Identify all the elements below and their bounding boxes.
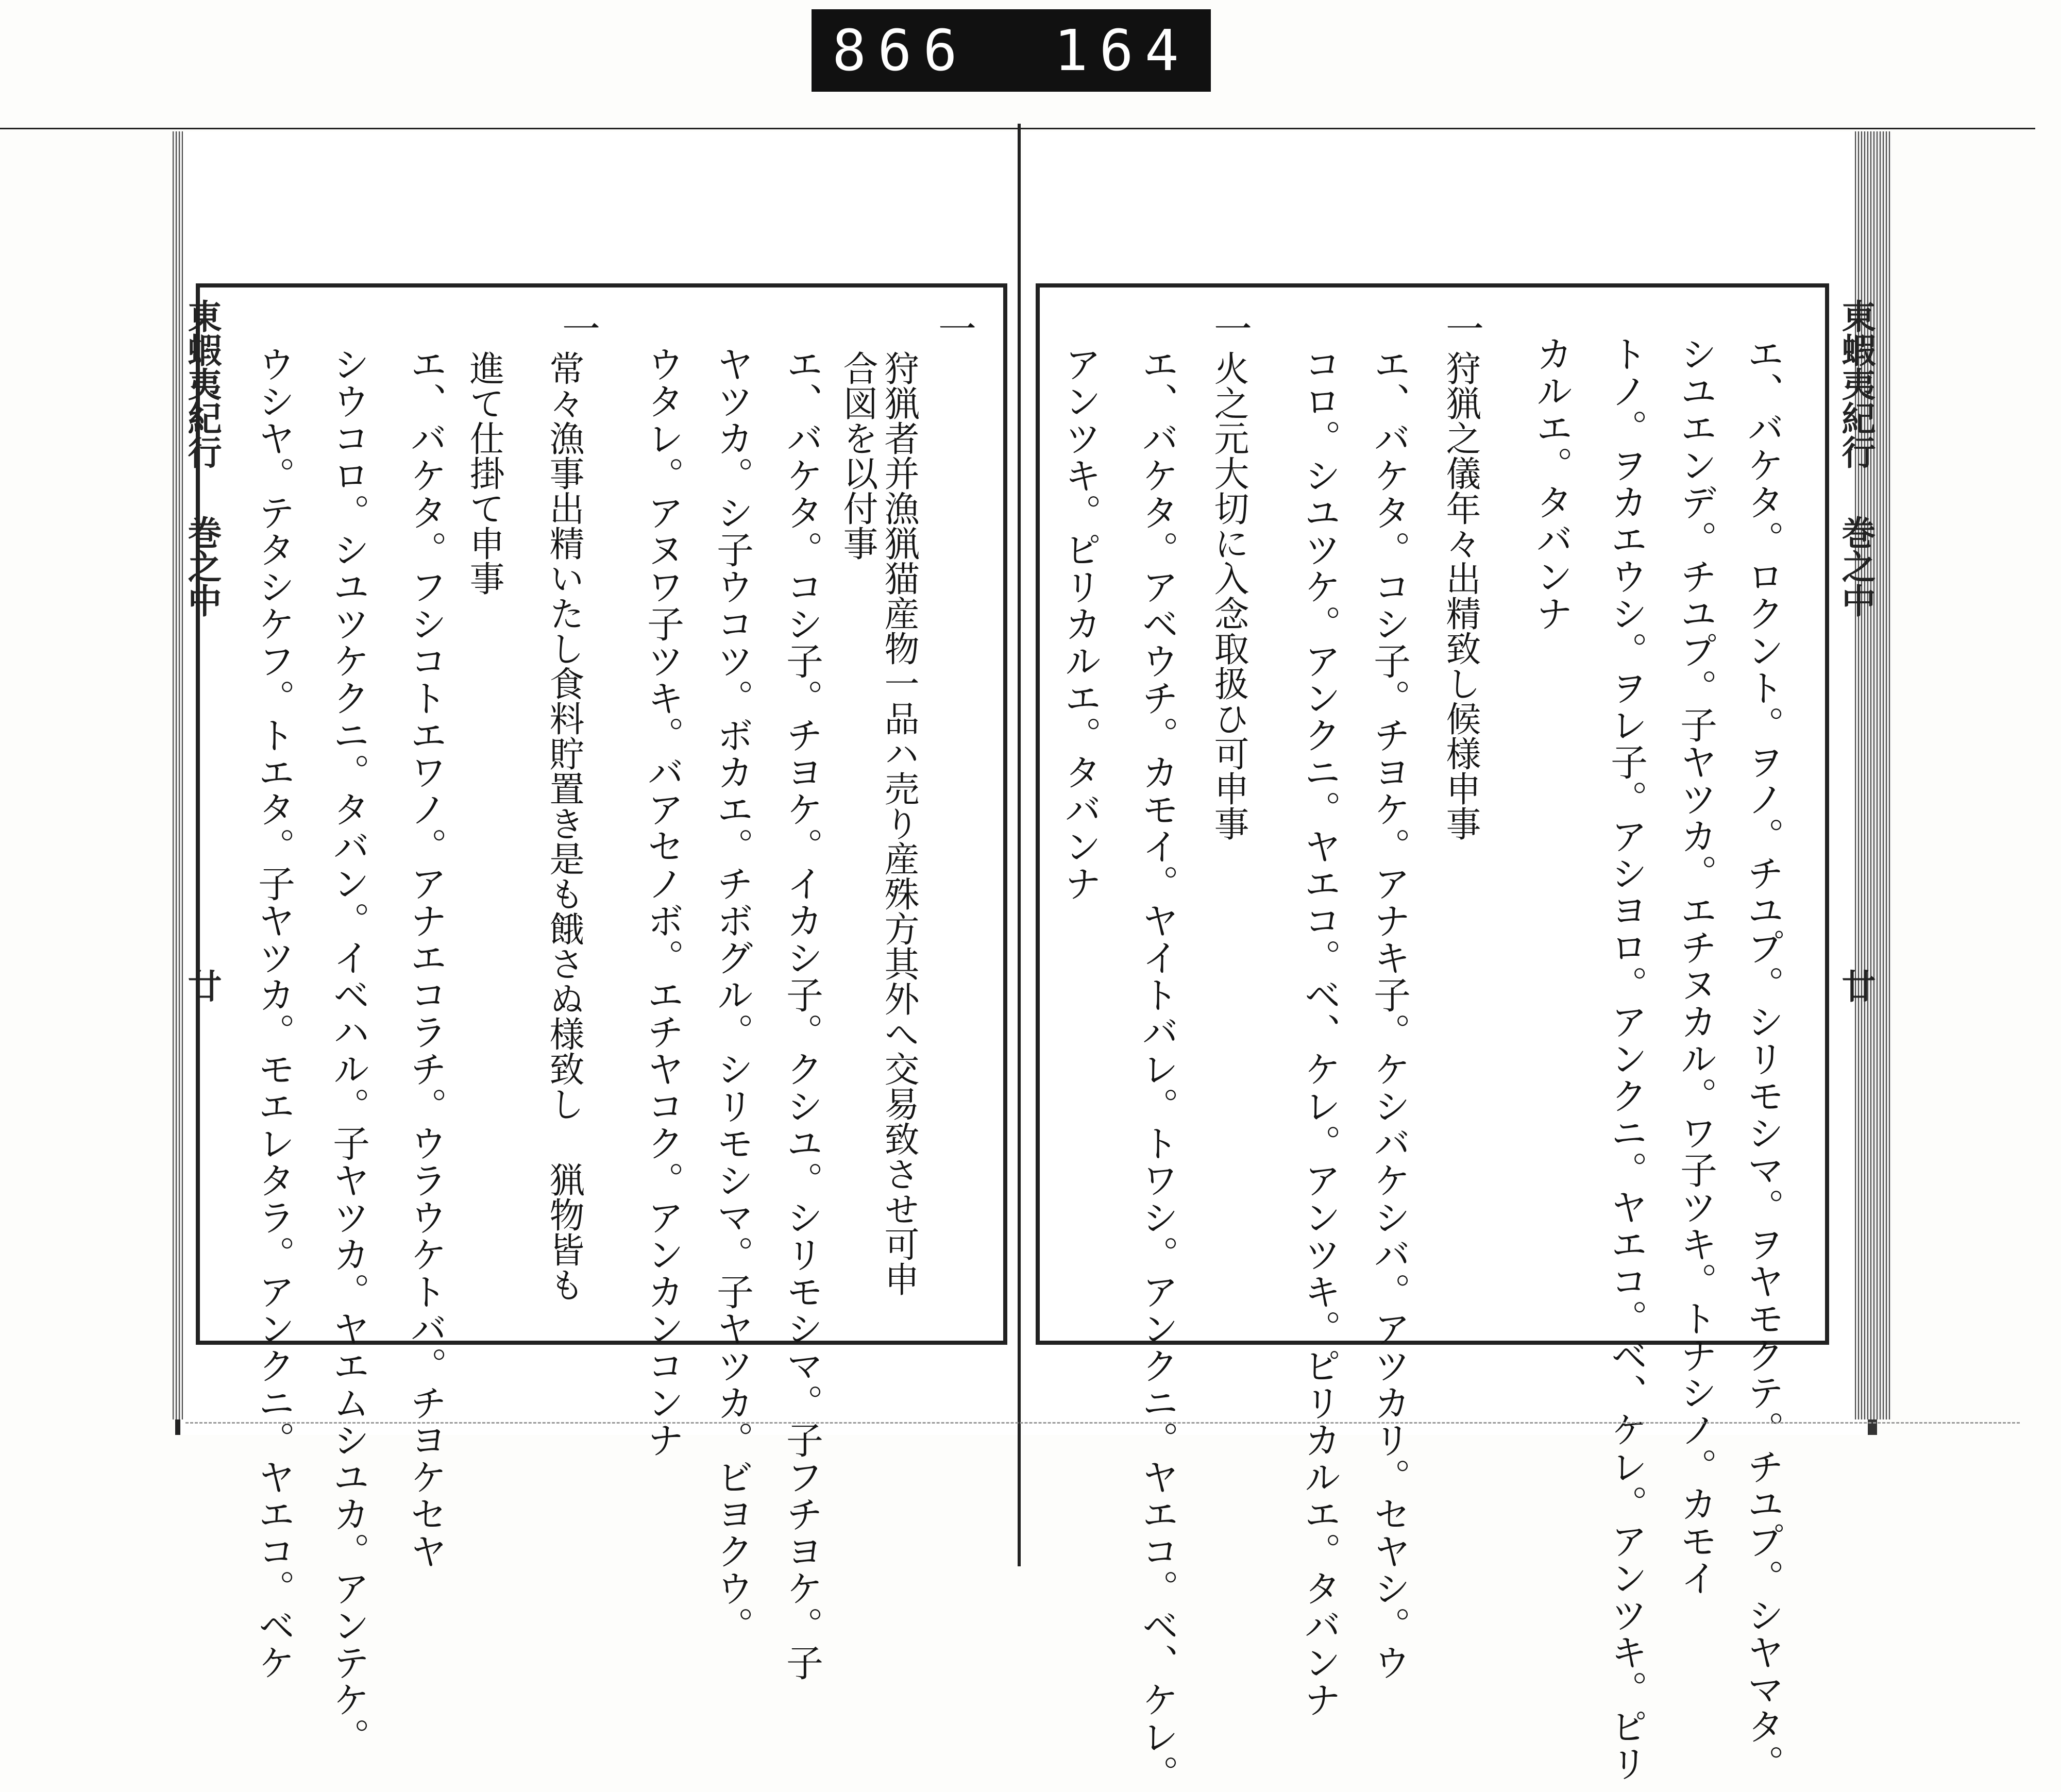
right-margin-title: 東蝦夷紀行 (1836, 299, 1876, 469)
left-margin-folio: 廿 (182, 969, 222, 1003)
left-col-8: 常々漁事出精いたし食料貯置き是も餓さぬ様致し 猟物皆も (544, 350, 584, 1302)
archive-label (812, 9, 1211, 92)
left-col-11: シウコロ。シユツケクニ。タバン。イベハル。子ヤツカ。ヤエムシユカ。アンテケ。 (327, 345, 370, 1755)
left-col-12: ウシヤ。テタシケフ。トエタ。子ヤツカ。モエレタラ。アンクニ。ヤエコ。ベケ (252, 345, 295, 1681)
book-spine (1018, 124, 1021, 1566)
right-col-3: トノ。ヲカエウシ。ヲレ子。アシヨロ。アンクニ。ヤエコ。ベ、ケレ。アンツキ。ピリ (1604, 335, 1648, 1782)
archive-number: 866 (832, 18, 969, 83)
left-col-10: エ、バケタ。フシコトエワノ。アナエコラチ。ウラウケトバ。チヨケセヤ (404, 345, 447, 1569)
right-margin-folio: 廿 (1836, 969, 1876, 1003)
right-margin-volume: 巻之中 (1836, 515, 1876, 617)
left-col-3: 合図を以付事 (837, 350, 878, 561)
left-margin-title: 東蝦夷紀行 (182, 299, 222, 469)
right-col-6: 狩猟之儀年々出精致し候様申事 (1440, 350, 1481, 841)
left-col-1: 一 (932, 309, 976, 347)
right-col-12: アンツキ。ピリカルエ。タバンナ (1058, 345, 1102, 902)
left-col-2: 狩猟者并漁猟猫産物一品ハ売り産殊方其外へ交易致させ可申 (879, 350, 919, 1296)
right-col-10: 火之元大切に入念取扱ひ可申事 (1208, 350, 1249, 841)
right-col-5: 一 (1440, 309, 1484, 347)
right-col-4: カルエ。タバンナ (1530, 335, 1573, 632)
left-col-6: ウタレ。アヌワ子ツキ。バアセノボ。エチヤコク。アンカンコンナ (641, 345, 684, 1458)
right-col-8: コロ。シユツケ。アンクニ。ヤエコ。ベ、ケレ。アンツキ。ピリカルエ。タバンナ (1298, 345, 1341, 1718)
bottom-dashed-rule (185, 1422, 2020, 1424)
page-number: 164 (1054, 18, 1190, 83)
left-col-9: 進て仕掛て申事 (464, 350, 504, 596)
right-col-1: エ、バケタ。ロクント。ヲノ。チユプ。シリモシマ。ヲヤモクテ。チユプ。シヤマタ。 (1741, 335, 1784, 1782)
left-margin-volume: 巻之中 (182, 515, 222, 617)
right-col-9: 一 (1208, 309, 1252, 347)
left-col-7: 一 (556, 309, 600, 347)
left-col-5: ヤツカ。シ子ウコツ。ボカエ。チボグル。シリモシマ。子ヤツカ。ビヨクウ。 (711, 345, 754, 1644)
left-col-4: エ、バケタ。コシ子。チヨケ。イカシ子。クシユ。シリモシマ。子フチヨケ。子 (780, 345, 823, 1681)
right-col-2: シユエンデ。チユプ。子ヤツカ。エチヌカル。ワ子ツキ。トナシノ。カモイ (1674, 335, 1717, 1596)
right-col-11: エ、バケタ。アベウチ。カモイ。ヤイトバレ。トワシ。アンクニ。ヤエコ。ベ、ケレ。 (1136, 345, 1179, 1792)
right-col-7: エ、バケタ。コシ子。チヨケ。アナキ子。ケシバケシバ。アツカリ。セヤシ。ウ (1367, 345, 1411, 1681)
